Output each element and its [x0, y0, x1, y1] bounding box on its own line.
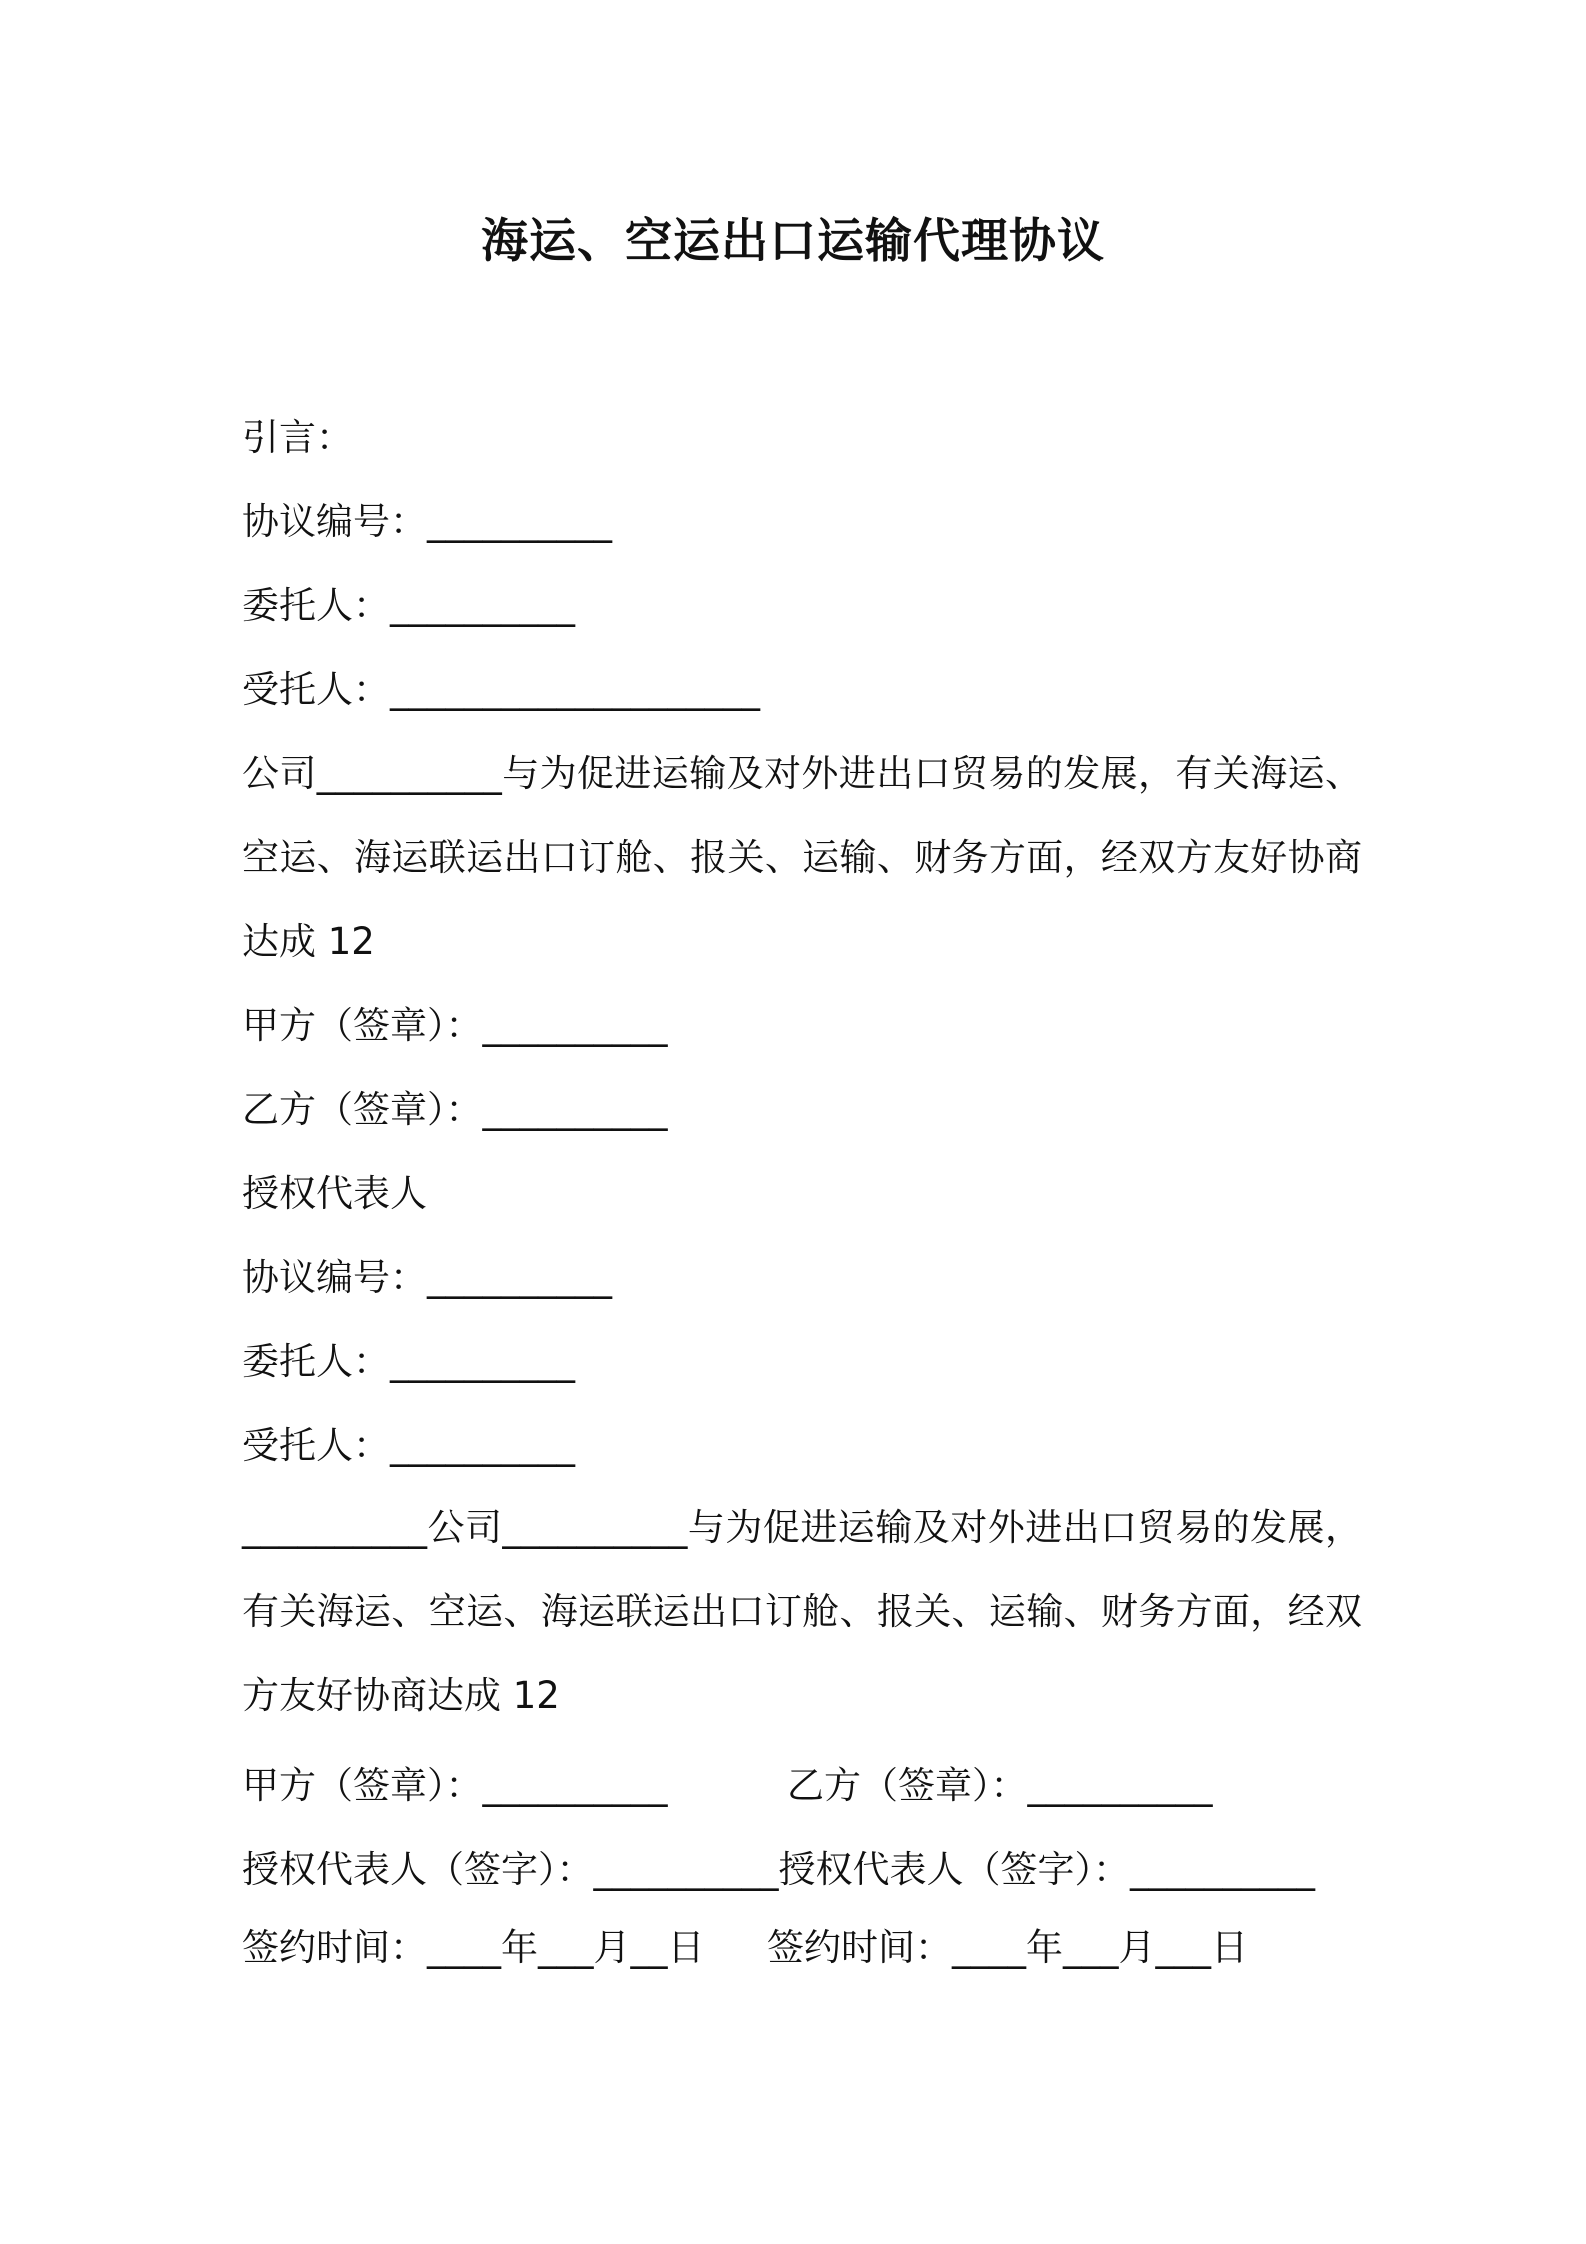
signing-date-a: 签约时间：____年___月__日: [242, 1926, 705, 1969]
agent-line-2: 受托人：__________: [242, 1424, 575, 1467]
party-b-seal-line: 乙方（签章）：__________: [242, 1088, 668, 1131]
intro-label: 引言：: [242, 416, 353, 459]
document-title: 海运、空运出口运输代理协议: [481, 214, 1105, 269]
seal-row: [242, 1744, 1362, 1828]
document-body: [242, 396, 1362, 1990]
agreement-number-line: 协议编号：__________: [242, 500, 612, 543]
preamble-paragraph-2: __________公司__________与为促进运输及对外进出口贸易的发展，有关海运、空运、海运联运出口订舱、报关、运输、财务方面，经双方友好协商达成 12: [242, 1506, 1362, 1717]
principal-line: 委托人：__________: [242, 584, 575, 627]
party-a-seal: 甲方（签章）：__________: [242, 1764, 668, 1807]
rep-a-signature: 授权代表人（签字）：__________: [242, 1848, 779, 1891]
party-b-seal: 乙方（签章）：__________: [787, 1764, 1213, 1807]
party-a-seal-line: 甲方（签章）：__________: [242, 1004, 668, 1047]
signing-date-b: 签约时间：____年___月___日: [767, 1926, 1248, 1969]
principal-line-2: 委托人：__________: [242, 1340, 575, 1383]
rep-b-signature: 授权代表人（签字）：__________: [778, 1848, 1315, 1891]
representative-sign-row: [242, 1828, 1362, 1912]
agreement-number-line-2: 协议编号：__________: [242, 1256, 612, 1299]
signing-date-row: [242, 1906, 1362, 1990]
agent-line: 受托人：____________________: [242, 668, 760, 711]
preamble-paragraph-1: 公司__________与为促进运输及对外进出口贸易的发展，有关海运、空运、海运联运出口订舱、报关、运输、财务方面，经双方友好协商达成 12: [242, 752, 1362, 963]
authorized-representative-label: 授权代表人: [242, 1172, 427, 1215]
